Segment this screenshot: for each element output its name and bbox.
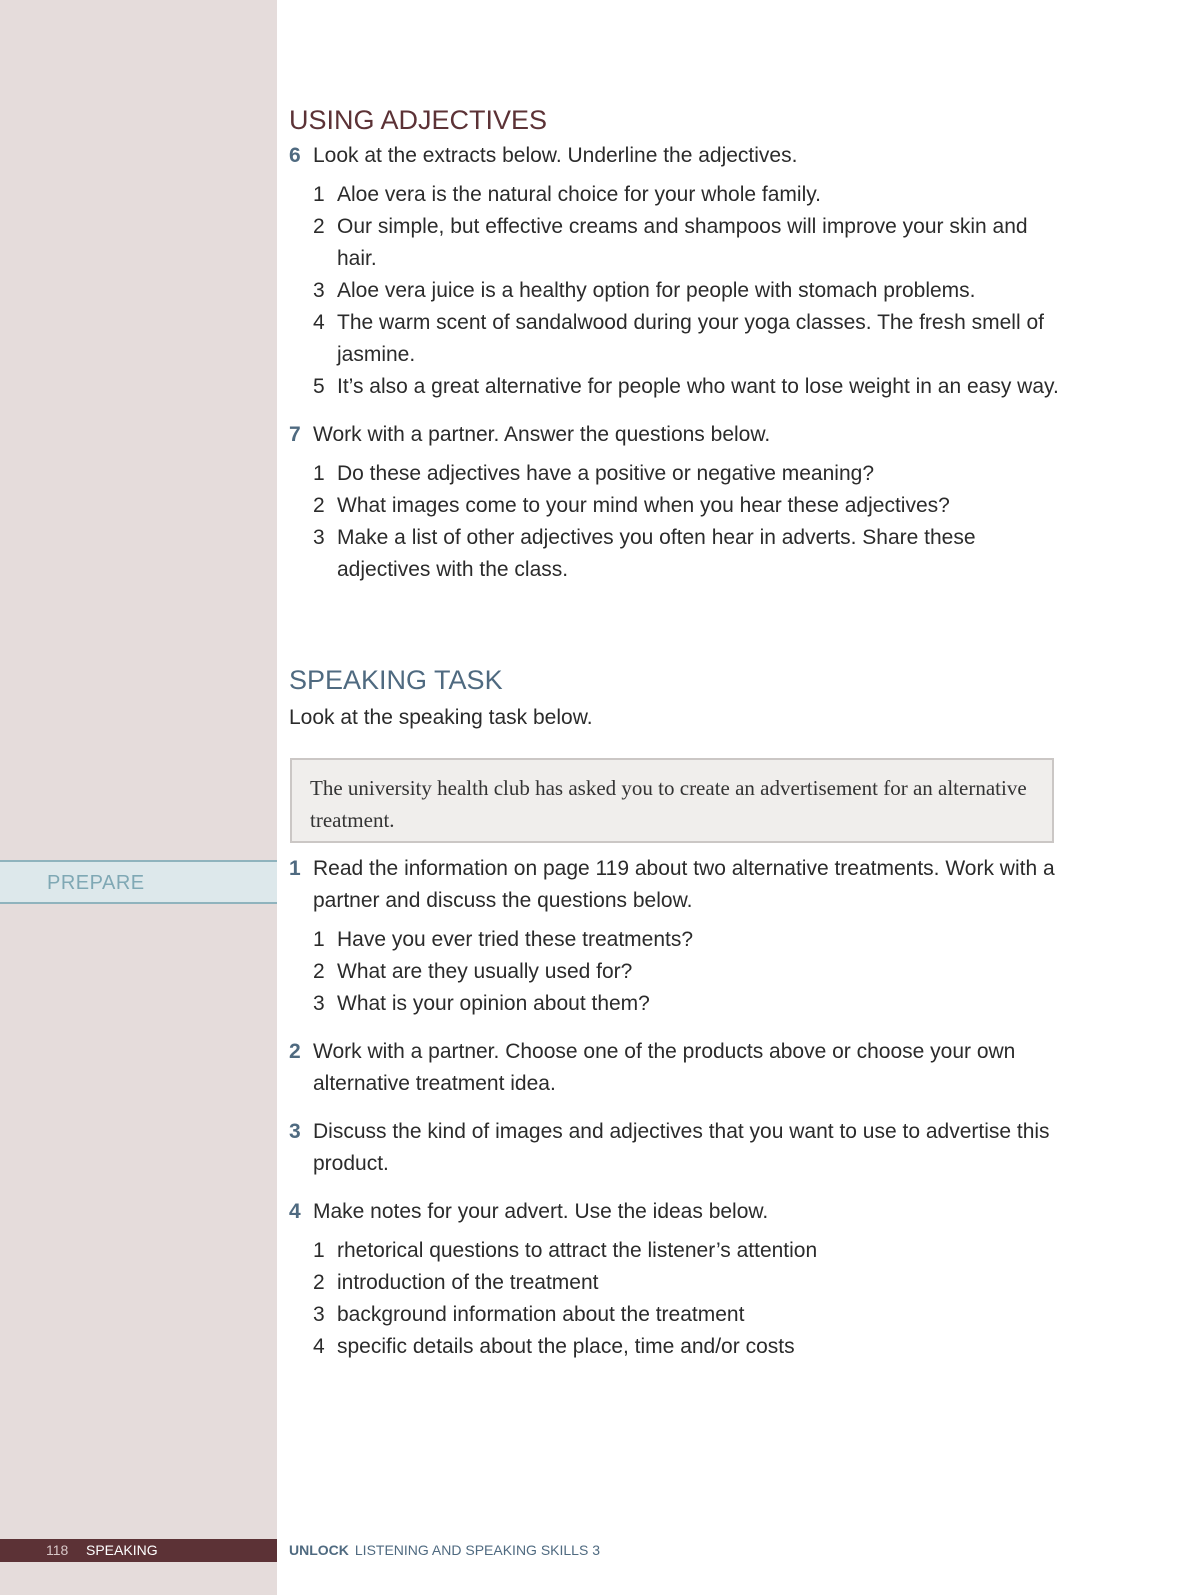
exercise-7	[289, 419, 1059, 451]
item-number: 5	[313, 375, 325, 398]
list-item	[313, 371, 1059, 403]
item-number: 4	[313, 311, 325, 334]
list-item	[313, 924, 1059, 956]
item-number: 2	[313, 215, 325, 238]
section-name: SPEAKING	[86, 1542, 158, 1558]
task-box: The university health club has asked you to create an advertisement for an alternative treatment.	[290, 758, 1054, 843]
exercise-instruction: Look at the extracts below. Underline the adjectives.	[313, 144, 798, 167]
item-text: background information about the treatment	[337, 1303, 745, 1326]
speaking-task-section	[289, 664, 1059, 734]
exercise-1	[289, 853, 1059, 917]
item-number: 1	[313, 928, 325, 951]
item-number: 2	[313, 1271, 325, 1294]
item-text: What images come to your mind when you hear these adjectives?	[337, 494, 950, 517]
exercise-items	[313, 179, 1059, 403]
section-heading: USING ADJECTIVES	[289, 105, 548, 135]
exercise-4	[289, 1196, 1059, 1228]
using-adjectives-section	[289, 104, 1059, 586]
item-text: Make a list of other adjectives you often hear in adverts. Share these adjectives with the class.	[337, 526, 976, 581]
list-item	[313, 179, 1059, 211]
item-number: 4	[313, 1335, 325, 1358]
exercise-instruction: Work with a partner. Answer the questions below.	[313, 423, 771, 446]
item-text: It’s also a great alternative for people who want to lose weight in an easy way.	[337, 375, 1059, 398]
exercise-items	[313, 924, 1059, 1020]
sidebar	[0, 0, 277, 1595]
exercise-6	[289, 140, 1059, 172]
item-text: Aloe vera juice is a healthy option for people with stomach problems.	[337, 279, 976, 302]
exercise-number: 2	[289, 1040, 301, 1063]
task-intro: Look at the speaking task below.	[289, 706, 593, 729]
item-number: 2	[313, 960, 325, 983]
page-number: 118	[46, 1542, 69, 1558]
footer-section-bar	[0, 1539, 277, 1562]
list-item	[313, 1331, 1059, 1363]
item-text: Do these adjectives have a positive or negative meaning?	[337, 462, 874, 485]
section-heading: SPEAKING TASK	[289, 665, 503, 695]
item-text: Our simple, but effective creams and shampoos will improve your skin and hair.	[337, 215, 1028, 270]
exercise-instruction: Read the information on page 119 about two alternative treatments. Work with a partner and discuss the questions below.	[313, 857, 1055, 912]
exercise-items	[313, 458, 1059, 586]
exercise-instruction: Make notes for your advert. Use the ideas below.	[313, 1200, 769, 1223]
item-text: Have you ever tried these treatments?	[337, 928, 694, 951]
item-text: specific details about the place, time and/or costs	[337, 1335, 795, 1358]
item-number: 3	[313, 526, 325, 549]
prepare-label: PREPARE	[47, 872, 145, 894]
item-number: 3	[313, 992, 325, 1015]
list-item	[313, 458, 1059, 490]
prepare-label-band	[0, 860, 277, 904]
list-item	[313, 490, 1059, 522]
item-text: introduction of the treatment	[337, 1271, 599, 1294]
list-item	[313, 1299, 1059, 1331]
exercise-number: 4	[289, 1200, 301, 1223]
list-item	[313, 1235, 1059, 1267]
prepare-exercises	[289, 853, 1059, 1363]
list-item	[313, 275, 1059, 307]
exercise-number: 3	[289, 1120, 301, 1143]
exercise-items	[313, 1235, 1059, 1363]
item-number: 2	[313, 494, 325, 517]
list-item	[313, 307, 1059, 371]
item-number: 1	[313, 183, 325, 206]
list-item	[313, 988, 1059, 1020]
item-number: 1	[313, 462, 325, 485]
exercise-number: 6	[289, 144, 301, 167]
exercise-number: 7	[289, 423, 301, 446]
exercise-2	[289, 1036, 1059, 1100]
list-item	[313, 211, 1059, 275]
item-text: What is your opinion about them?	[337, 992, 650, 1015]
footer-book-title	[289, 1542, 600, 1558]
item-number: 1	[313, 1239, 325, 1262]
item-text: Aloe vera is the natural choice for your whole family.	[337, 183, 822, 206]
list-item	[313, 956, 1059, 988]
brand-logo: UNLOCK	[289, 1542, 349, 1558]
item-text: The warm scent of sandalwood during your yoga classes. The fresh smell of jasmine.	[337, 311, 1044, 366]
item-text: rhetorical questions to attract the listener’s attention	[337, 1239, 818, 1262]
list-item	[313, 1267, 1059, 1299]
exercise-instruction: Work with a partner. Choose one of the products above or choose your own alternative treatment idea.	[313, 1040, 1016, 1095]
exercise-instruction: Discuss the kind of images and adjectives that you want to use to advertise this product.	[313, 1120, 1050, 1175]
item-number: 3	[313, 279, 325, 302]
exercise-number: 1	[289, 857, 301, 880]
item-text: What are they usually used for?	[337, 960, 633, 983]
book-title: LISTENING AND SPEAKING SKILLS 3	[354, 1542, 600, 1558]
exercise-3	[289, 1116, 1059, 1180]
item-number: 3	[313, 1303, 325, 1326]
list-item	[313, 522, 1059, 586]
